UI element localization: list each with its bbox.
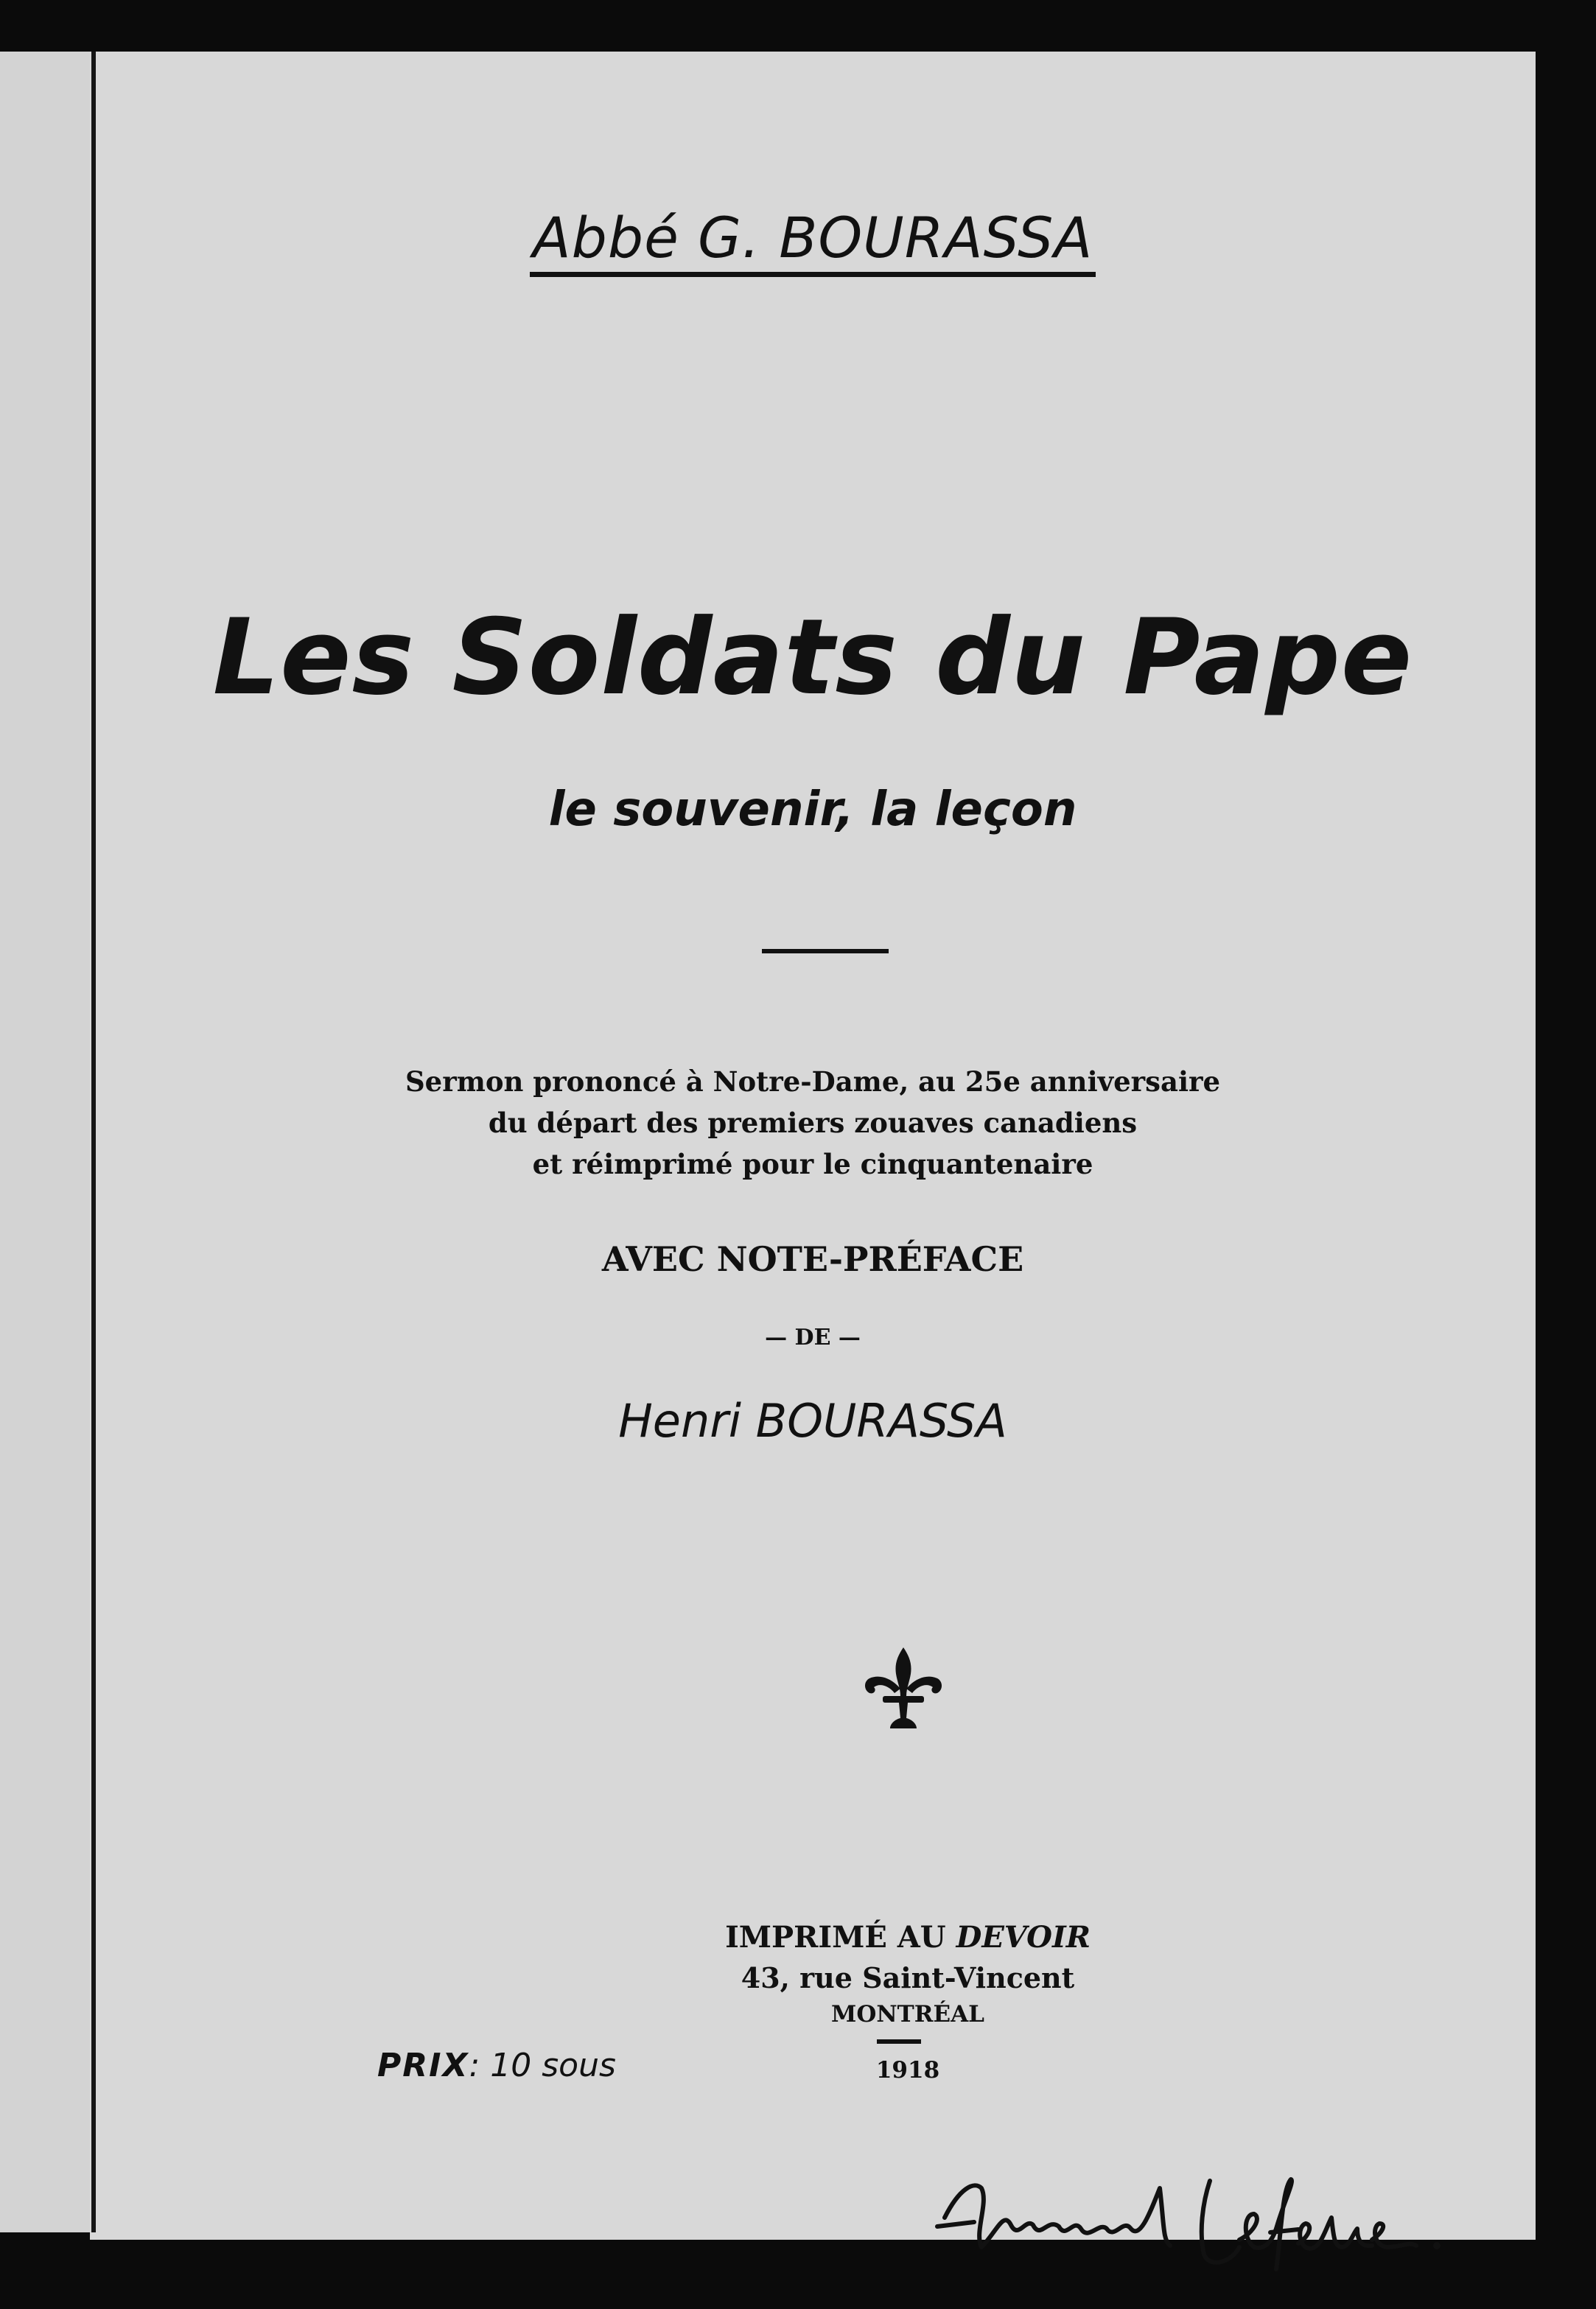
divider-rule — [762, 949, 889, 953]
publisher-line — [687, 1920, 1129, 1955]
fleur-de-lis-icon — [862, 1644, 945, 1731]
description-line: du départ des premiers zouaves canadiens — [488, 1107, 1138, 1139]
price-line: PRIX: 10 sous — [377, 2047, 616, 2084]
preface-author: Henri BOURASSA — [618, 1394, 1007, 1448]
publisher-name: DEVOIR — [956, 1920, 1091, 1955]
author-name: Abbé G. BOURASSA — [530, 205, 1096, 277]
publisher-prefix: IMPRIMÉ AU — [725, 1920, 956, 1955]
publisher-city: MONTRÉAL — [831, 2001, 984, 2028]
facing-page-edge — [0, 52, 94, 2232]
de-line: — DE — — [765, 1325, 861, 1350]
book-subtitle: le souvenir, la leçon — [548, 782, 1077, 837]
price-label: PRIX — [377, 2047, 469, 2084]
publication-year: 1918 — [875, 2057, 940, 2084]
preface-line: AVEC NOTE-PRÉFACE — [601, 1239, 1024, 1279]
title-page — [90, 52, 1536, 2240]
year-rule — [877, 2039, 921, 2044]
price-value: 10 sous — [490, 2047, 616, 2084]
author-line — [90, 205, 1536, 277]
description-block — [90, 1061, 1536, 1185]
publisher-address: 43, rue Saint-Vincent — [741, 1961, 1075, 1994]
description-line: Sermon prononcé à Notre-Dame, au 25e anniversaire — [405, 1065, 1221, 1098]
book-title: Les Soldats du Pape — [212, 597, 1413, 718]
handwritten-signature — [930, 2159, 1490, 2291]
page-fold-line — [91, 52, 96, 2232]
description-line: et réimprimé pour le cinquantenaire — [532, 1148, 1093, 1180]
